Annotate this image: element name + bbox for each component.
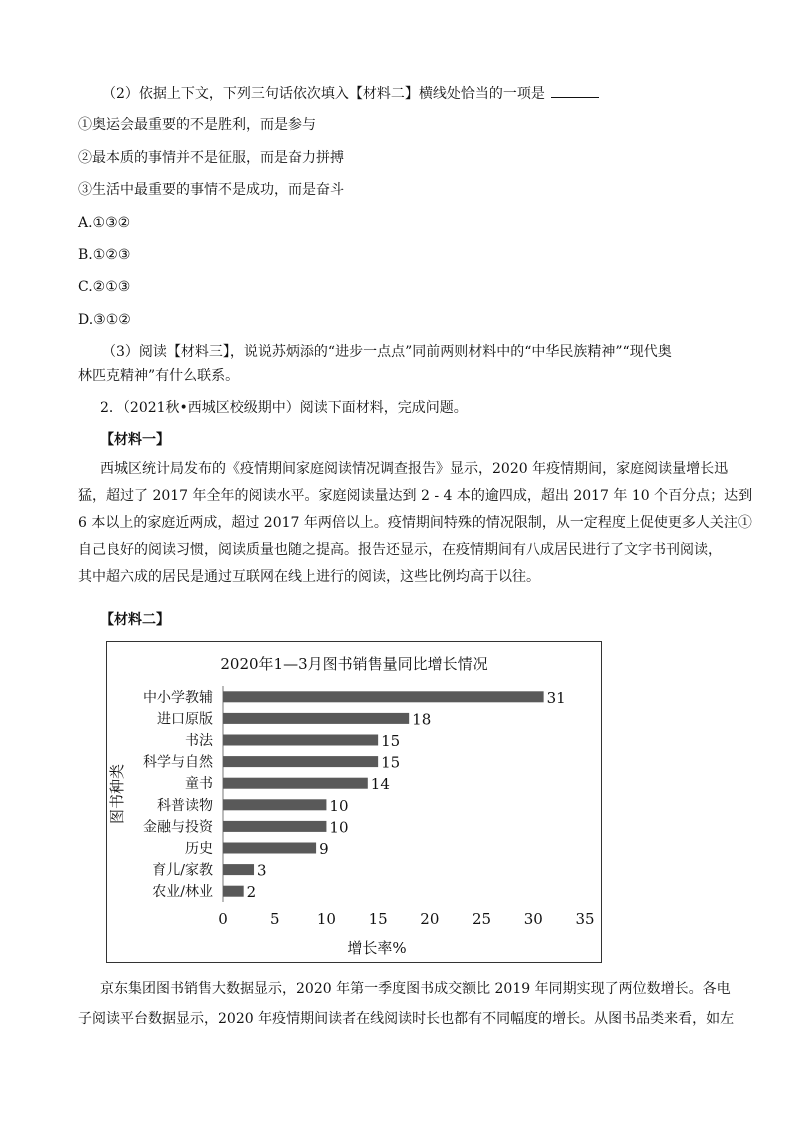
category-label-0: 中小学教辅 [143, 689, 213, 706]
data-label-2: 15 [381, 732, 401, 750]
q3-line-1: （3）阅读【材料三】，说说苏炳添的“进步一点点”同前两则材料中的“中华民族精神”“现代奥 [102, 344, 672, 360]
material-2-heading: 【材料二】 [100, 612, 170, 628]
x-tick-label-7: 35 [575, 910, 595, 928]
category-label-4: 童书 [185, 776, 213, 793]
bar-8 [223, 864, 254, 875]
category-label-8: 育儿/家教 [152, 862, 213, 879]
x-tick-label-4: 20 [420, 910, 440, 928]
x-axis-title: 增长率% [347, 939, 407, 957]
bar-chart-frame [106, 641, 602, 963]
x-tick-label-3: 15 [368, 910, 388, 928]
material-1-line-1: 西城区统计局发布的《疫情期间家庭阅读情况调查报告》显示，2020 年疫情期间，家庭阅读量增长迅 [100, 461, 729, 477]
q2-sentence-2: ②最本质的事情并不是征服，而是奋力拼搏 [78, 150, 344, 166]
question-2-title: 2．（2021秋•西城区校级期中）阅读下面材料，完成问题。 [100, 400, 468, 416]
bar-0 [223, 691, 544, 702]
x-tick-label-6: 30 [523, 910, 543, 928]
bar-3 [223, 756, 378, 767]
q2-option-b: B.①②③ [78, 247, 131, 263]
bar-7 [223, 843, 316, 854]
category-label-9: 农业/林业 [152, 884, 213, 901]
bar-9 [223, 886, 244, 897]
bar-6 [223, 821, 326, 832]
material-1-line-5: 其中超六成的居民是通过互联网在线上进行的阅读，这些比例均高于以往。 [78, 569, 540, 585]
material-2-after-line-2: 子阅读平台数据显示，2020 年疫情期间读者在线阅读时长也都有不同幅度的增长。从图书品类来看，如左 [78, 1011, 735, 1027]
data-label-9: 2 [246, 883, 257, 902]
category-label-6: 金融与投资 [143, 819, 213, 836]
q3-line-2: 林匹克精神”有什么联系。 [78, 368, 240, 384]
bar-chart [107, 642, 601, 962]
category-label-7: 历史 [185, 841, 213, 857]
chart-title: 2020年1—3月图书销售量同比增长情况 [220, 655, 488, 673]
bar-4 [223, 778, 368, 789]
bar-1 [223, 713, 409, 724]
q2-sentence-1: ①奥运会最重要的不是胜利，而是参与 [78, 117, 316, 133]
q2-sentence-3: ③生活中最重要的事情不是成功，而是奋斗 [78, 182, 344, 198]
x-tick-label-5: 25 [472, 910, 492, 928]
q2-prompt-text: （2）依据上下文，下列三句话依次填入【材料二】横线处恰当的一项是 [102, 86, 545, 102]
data-label-4: 14 [370, 775, 390, 794]
data-label-0: 31 [546, 688, 566, 707]
material-1-line-2: 猛，超过了 2017 年全年的阅读水平。家庭阅读量达到 2 - 4 本的逾四成，超出 2017 年 10 个百分点；达到 [78, 488, 753, 504]
q2-option-c: C.②①③ [78, 279, 131, 295]
bar-2 [223, 735, 378, 746]
material-2-after-line-1: 京东集团图书销售大数据显示，2020 年第一季度图书成交额比 2019 年同期实现了两位数增长。各电 [100, 981, 731, 997]
data-label-6: 10 [329, 818, 349, 837]
data-label-5: 10 [329, 796, 349, 815]
answer-blank [551, 83, 599, 98]
material-1-line-4: 自己良好的阅读习惯，阅读质量也随之提高。报告还显示，在疫情期间有八成居民进行了文字书刊阅读， [78, 542, 722, 558]
data-label-1: 18 [412, 710, 432, 729]
data-label-7: 9 [319, 840, 329, 858]
material-1-heading: 【材料一】 [100, 432, 170, 448]
x-tick-label-0: 0 [218, 910, 228, 928]
y-axis-title: 图书种类 [108, 763, 126, 825]
category-label-2: 书法 [185, 733, 213, 749]
data-label-8: 3 [257, 861, 267, 880]
category-label-5: 科普读物 [157, 797, 213, 814]
x-tick-label-2: 10 [316, 910, 336, 928]
x-tick-label-1: 5 [269, 910, 280, 928]
data-label-3: 15 [381, 753, 401, 772]
bar-5 [223, 799, 326, 810]
category-label-1: 进口原版 [157, 711, 213, 728]
q2-option-d: D.③①② [78, 312, 131, 328]
q2-prompt [102, 83, 742, 104]
q2-option-a: A.①③② [78, 215, 131, 231]
material-1-line-3: 6 本以上的家庭近两成，超过 2017 年两倍以上。疫情期间特殊的情况限制，从一定程度上促使更多人关注① [78, 515, 752, 531]
category-label-3: 科学与自然 [143, 754, 213, 771]
